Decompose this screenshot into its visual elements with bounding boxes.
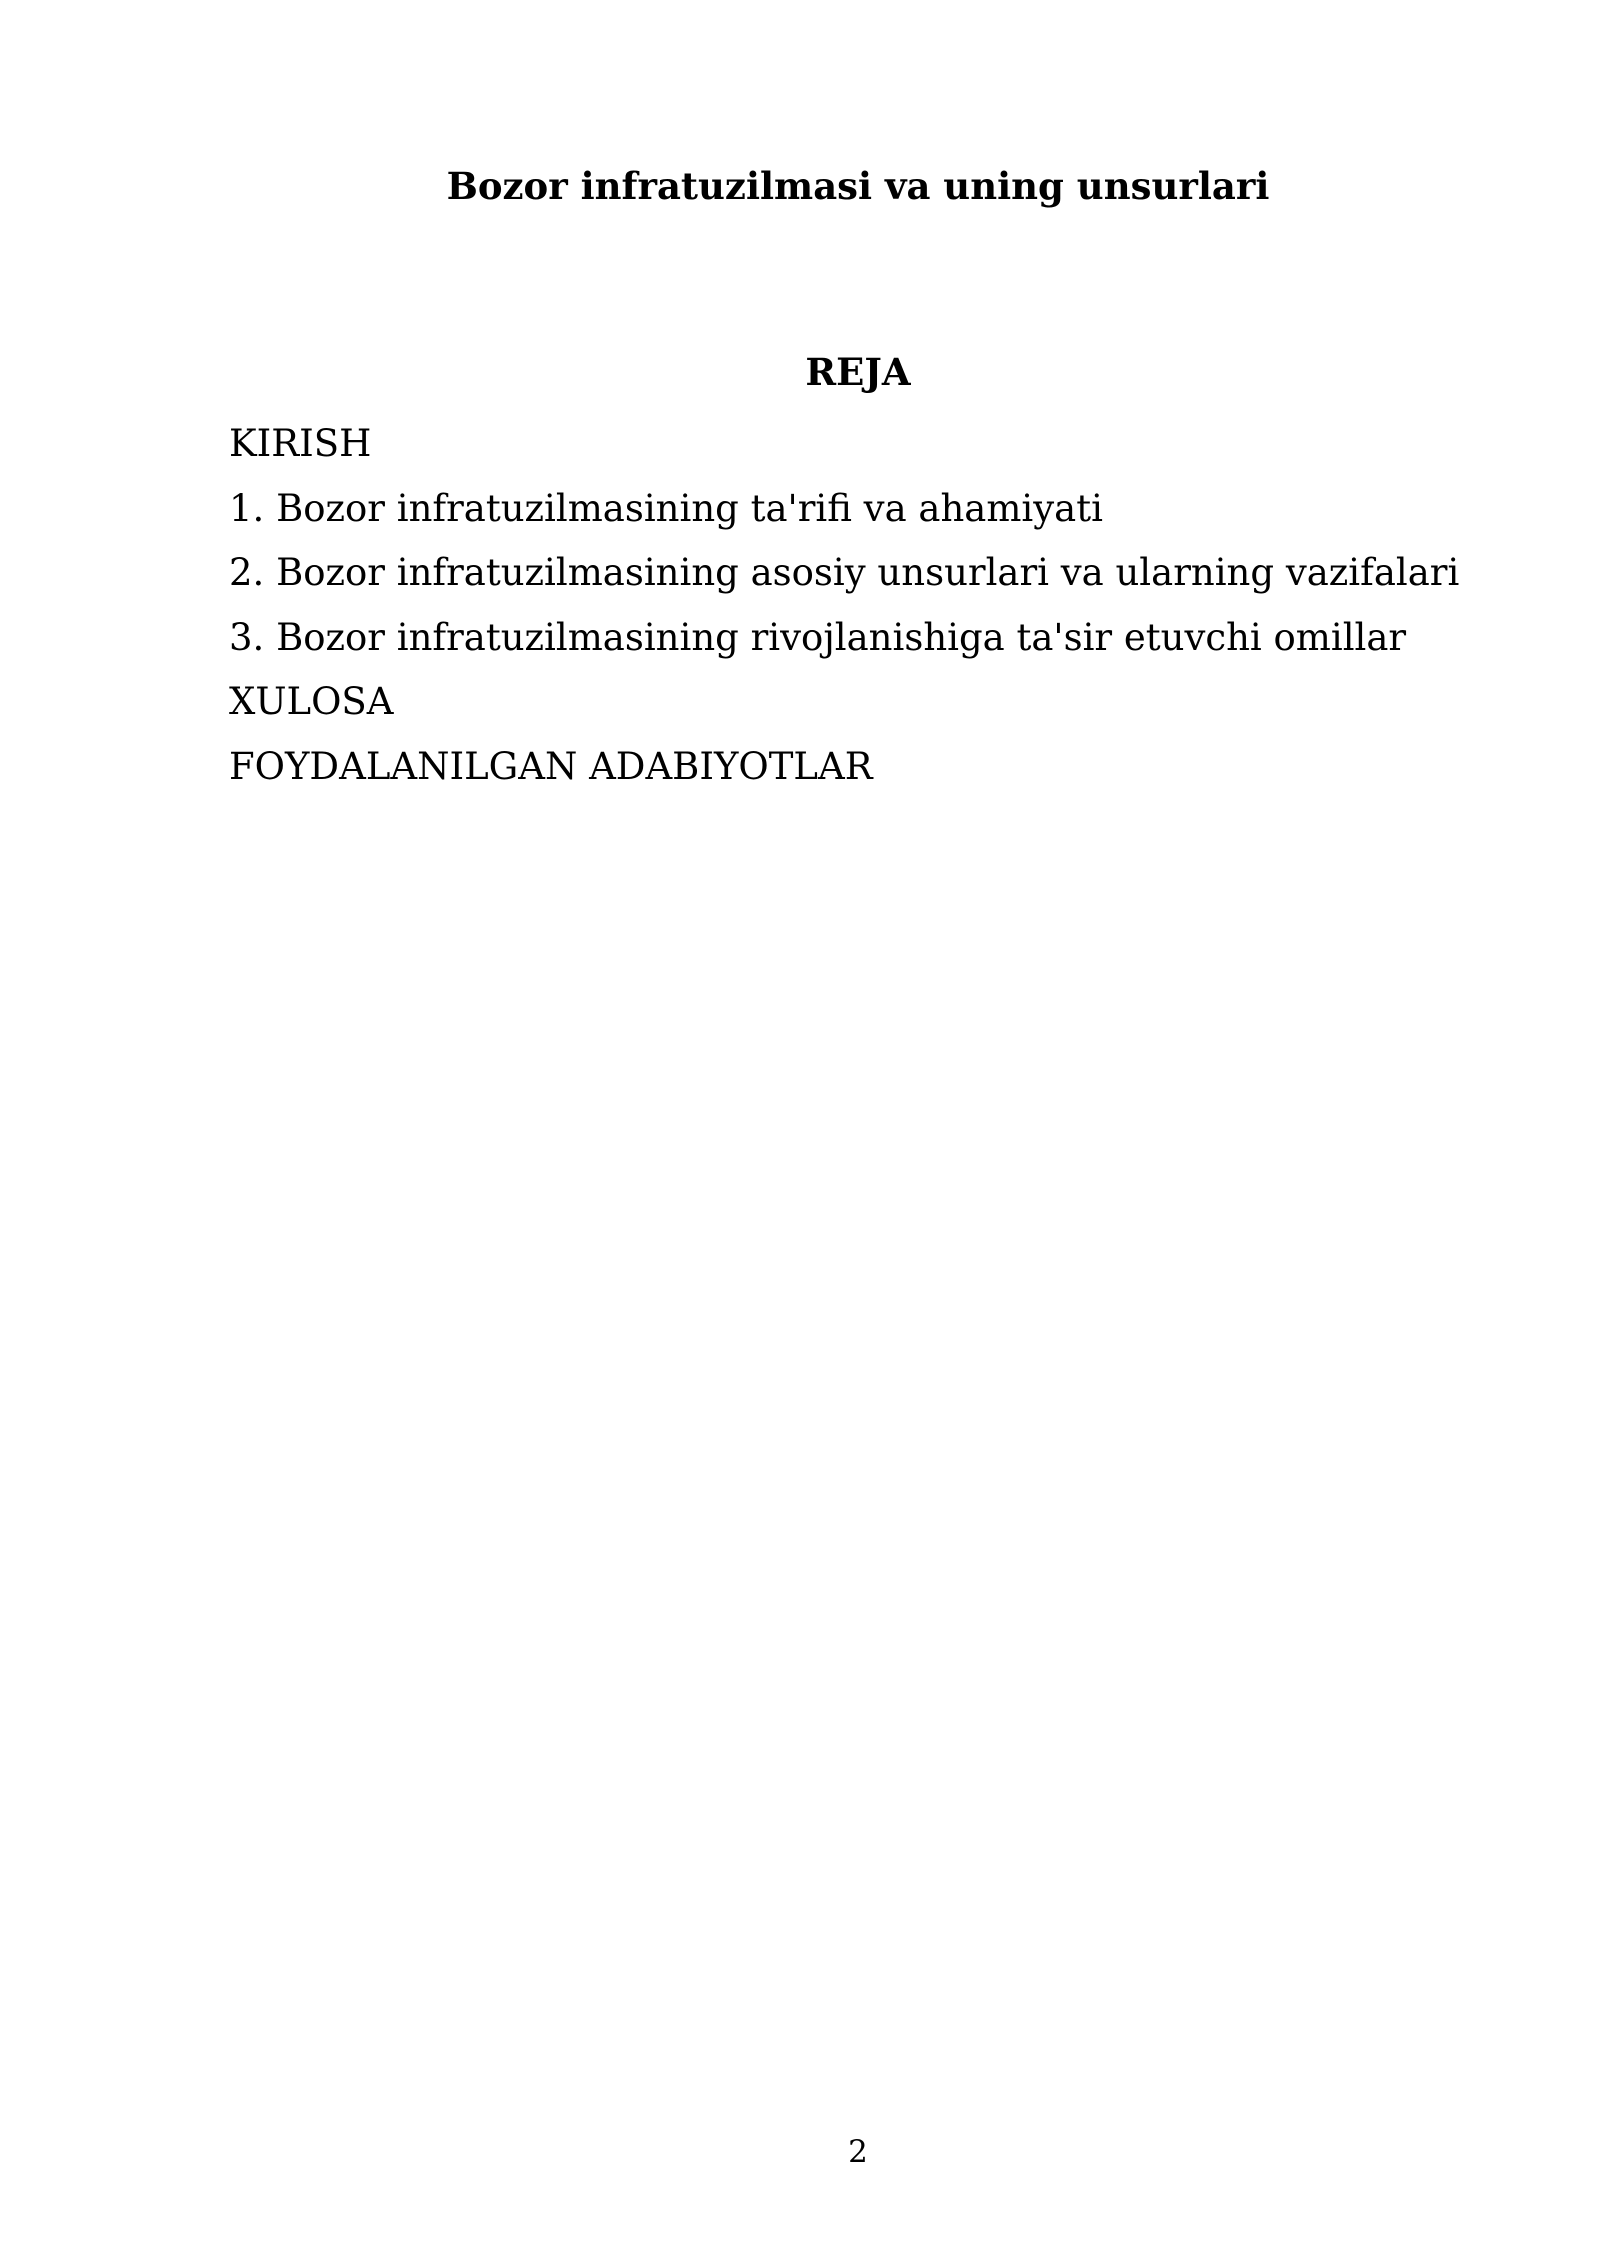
document-title: Bozor infratuzilmasi va uning unsurlari <box>446 164 1270 208</box>
plan-item-introduction: KIRISH <box>229 422 372 465</box>
plan-item-section-1: 1. Bozor infratuzilmasining ta'rifi va ahamiyati <box>229 486 1103 530</box>
plan-item-section-2: 2. Bozor infratuzilmasining asosiy unsurlari va ularning vazifalari <box>229 551 1460 594</box>
plan-item-conclusion: XULOSA <box>229 680 394 723</box>
plan-item-section-3: 3. Bozor infratuzilmasining rivojlanishiga ta'sir etuvchi omillar <box>229 615 1407 659</box>
plan-heading: REJA <box>805 350 911 394</box>
plan-item-references: FOYDALANILGAN ADABIYOTLAR <box>229 744 873 788</box>
page-number: 2 <box>848 2134 868 2170</box>
plan-list <box>229 412 1529 799</box>
